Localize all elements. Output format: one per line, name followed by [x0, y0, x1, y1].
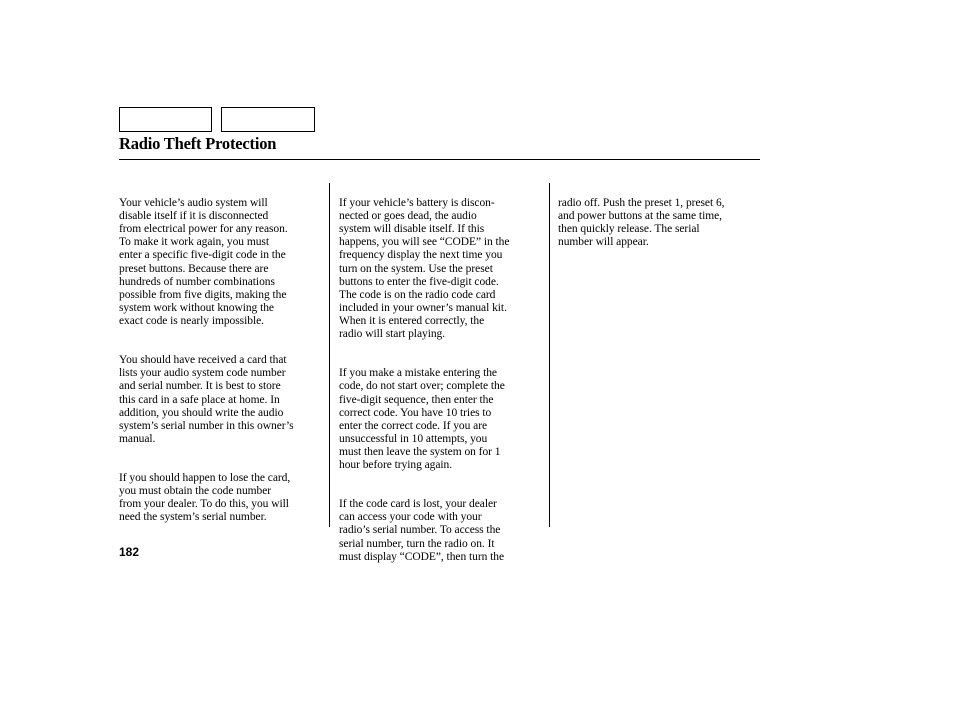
paragraph: Your vehicle’s audio system will disable itself if it is disconnected from electrical power for any reason. To make it work again, you must enter a specific five-digit code in the preset buttons. Because there are hundreds of number combinations possible from five digits, making the system work without knowing the exact code is nearly impossible.	[119, 197, 288, 327]
column-divider	[549, 183, 550, 527]
column-divider	[329, 183, 330, 527]
paragraph: If your vehicle’s battery is discon- nected or goes dead, the audio system will disable itself. If this happens, you will see “CODE” in the frequency display the next time you turn on the system. Use the preset buttons to enter the five-digit code. The code is on the radio code card included in your owner’s manual kit. When it is entered correctly, the radio will start playing.	[339, 197, 510, 341]
text-column-1	[119, 184, 329, 551]
nav-box-1[interactable]	[119, 107, 212, 132]
text-column-2	[339, 184, 545, 590]
title-divider	[119, 159, 760, 160]
paragraph: If you should happen to lose the card, you must obtain the code number from your dealer. To do this, you will need the system’s serial number.	[119, 472, 291, 524]
text-column-3	[558, 184, 763, 276]
page-number: 182	[119, 545, 140, 559]
page-title: Radio Theft Protection	[119, 134, 277, 153]
paragraph: radio off. Push the preset 1, preset 6, and power buttons at the same time, then quickly release. The serial number will appear.	[558, 197, 725, 249]
nav-box-2[interactable]	[221, 107, 315, 132]
paragraph: If you make a mistake entering the code, do not start over; complete the five-digit sequence, then enter the correct code. You have 10 tries to enter the correct code. If you are unsuccessful in 10 attempts, you must then leave the system on for 1 hour before trying again.	[339, 367, 505, 471]
paragraph: You should have received a card that lists your audio system code number and serial number. It is best to store this card in a safe place at home. In addition, you should write the audio system’s serial number in this owner’s manual.	[119, 354, 294, 445]
paragraph: If the code card is lost, your dealer can access your code with your radio’s serial number. To access the serial number, turn the radio on. It must display “CODE”, then turn the	[339, 498, 505, 563]
